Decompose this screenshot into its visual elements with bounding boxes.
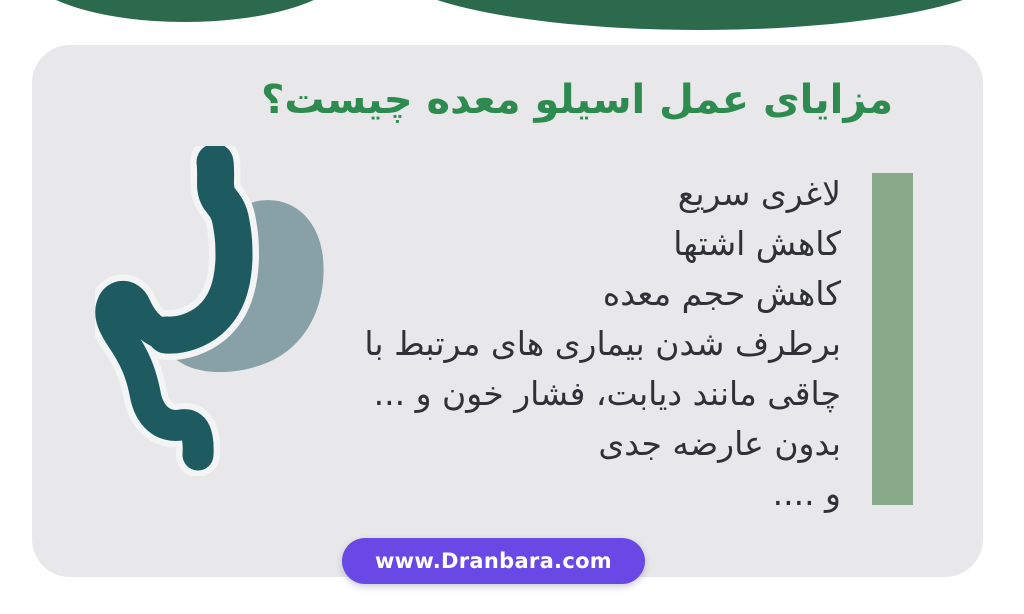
benefit-item: لاغری سریع bbox=[677, 174, 841, 213]
stomach-sleeve-path bbox=[166, 162, 234, 335]
benefits-list bbox=[364, 169, 841, 519]
benefit-item: بدون عارضه جدی bbox=[598, 424, 841, 463]
website-pill bbox=[342, 538, 645, 584]
top-right-decoration bbox=[388, 0, 1012, 30]
website-url: www.Dranbara.com bbox=[374, 549, 612, 573]
benefit-item: کاهش حجم معده bbox=[602, 274, 841, 313]
benefit-item: کاهش اشتها bbox=[673, 224, 841, 263]
top-left-decoration bbox=[25, 0, 345, 22]
benefit-item: و .... bbox=[772, 474, 841, 513]
stomach-illustration bbox=[95, 146, 345, 476]
benefit-item: برطرف شدن بیماری های مرتبط با bbox=[364, 324, 841, 363]
benefit-item: چاقی مانند دیابت، فشار خون و ... bbox=[373, 374, 841, 413]
page-title: مزایای عمل اسیلو معده چیست؟ bbox=[261, 77, 893, 123]
accent-bar bbox=[872, 173, 913, 505]
